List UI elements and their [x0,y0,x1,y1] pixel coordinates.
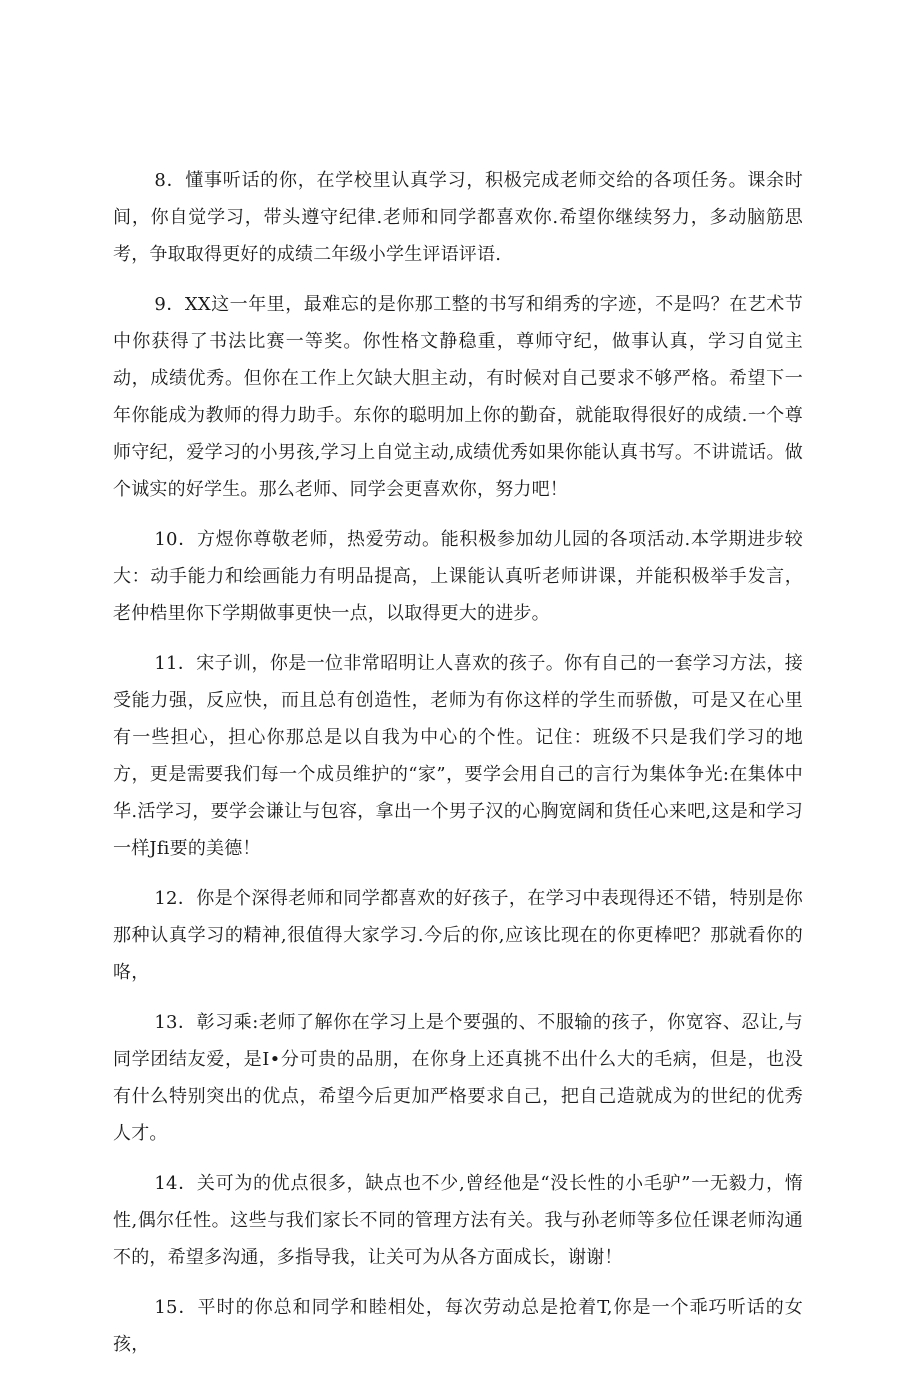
paragraph-14: 14．关可为的优点很多，缺点也不少,曾经他是“没长性的小毛驴”一无毅力，惰性,偶尔任性。这些与我们家长不同的管理方法有关。我与孙老师等多位任课老师沟通不的，希望多沟通，多指导我，让关可为从各方面成长，谢谢！ [113,1173,803,1268]
paragraph-15: 15．平时的你总和同学和睦相处，每次劳动总是抢着T,你是一个乖巧听话的女孩， [113,1297,803,1355]
paragraph-9: 9．XX这一年里，最难忘的是你那工整的书写和绢秀的字迹，不是吗？在艺术节中你获得了书法比赛一等奖。你性格文静稳重，尊师守纪，做事认真，学习自觉主动，成绩优秀。但你在工作上欠缺大胆主动，有时候对自己要求不够严格。希望下一年你能成为教师的得力助手。东你的聪明加上你的勤奋，就能取得很好的成绩.一个尊师守纪，爱学习的小男孩,学习上自觉主动,成绩优秀如果你能认真书写。不讲谎话。做个诚实的好学生。那么老师、同学会更喜欢你，努力吧！ [113,294,803,500]
document-page [113,162,803,1376]
paragraph-8: 8．懂事听话的你，在学校里认真学习，积极完成老师交给的各项任务。课余时间，你自觉学习，带头遵守纪律.老师和同学都喜欢你.希望你继续努力，多动脑筋思考，争取取得更好的成绩二年级小学生评语评语. [113,170,803,265]
paragraph-12: 12．你是个深得老师和同学都喜欢的好孩子，在学习中表现得还不错，特别是你那种认真学习的精神,很值得大家学习.今后的你,应该比现在的你更棒吧？那就看你的咯， [113,888,803,983]
paragraph-10: 10．方煜你尊敬老师，热爱劳动。能积极参加幼儿园的各项活动.本学期进步较大：动手能力和绘画能力有明品提高，上课能认真听老师讲课，并能积极举手发言，老仲梏里你下学期做事更快一点，以取得更大的进步。 [113,529,803,624]
paragraph-13: 13．彰习乘:老师了解你在学习上是个要强的、不服输的孩子，你宽容、忍让,与同学团结友爱，是I•分可贵的品朋，在你身上还真挑不出什么大的毛病，但是，也没有什么特别突出的优点，希望今后更加严格要求自己，把自己造就成为的世纪的优秀人才。 [113,1012,803,1144]
paragraph-11: 11．宋子训，你是一位非常昭明让人喜欢的孩子。你有自己的一套学习方法，接受能力强，反应快，而且总有创造性，老师为有你这样的学生而骄傲，可是又在心里有一些担心，担心你那总是以自我为中心的个性。记住：班级不只是我们学习的地方，更是需要我们每一个成员维护的“家”，要学会用自己的言行为集体争光:在集体中华.活学习，要学会谦让与包容，拿出一个男子汉的心胸宽阔和货任心来吧,这是和学习一样Jfi要的美德！ [113,653,803,859]
